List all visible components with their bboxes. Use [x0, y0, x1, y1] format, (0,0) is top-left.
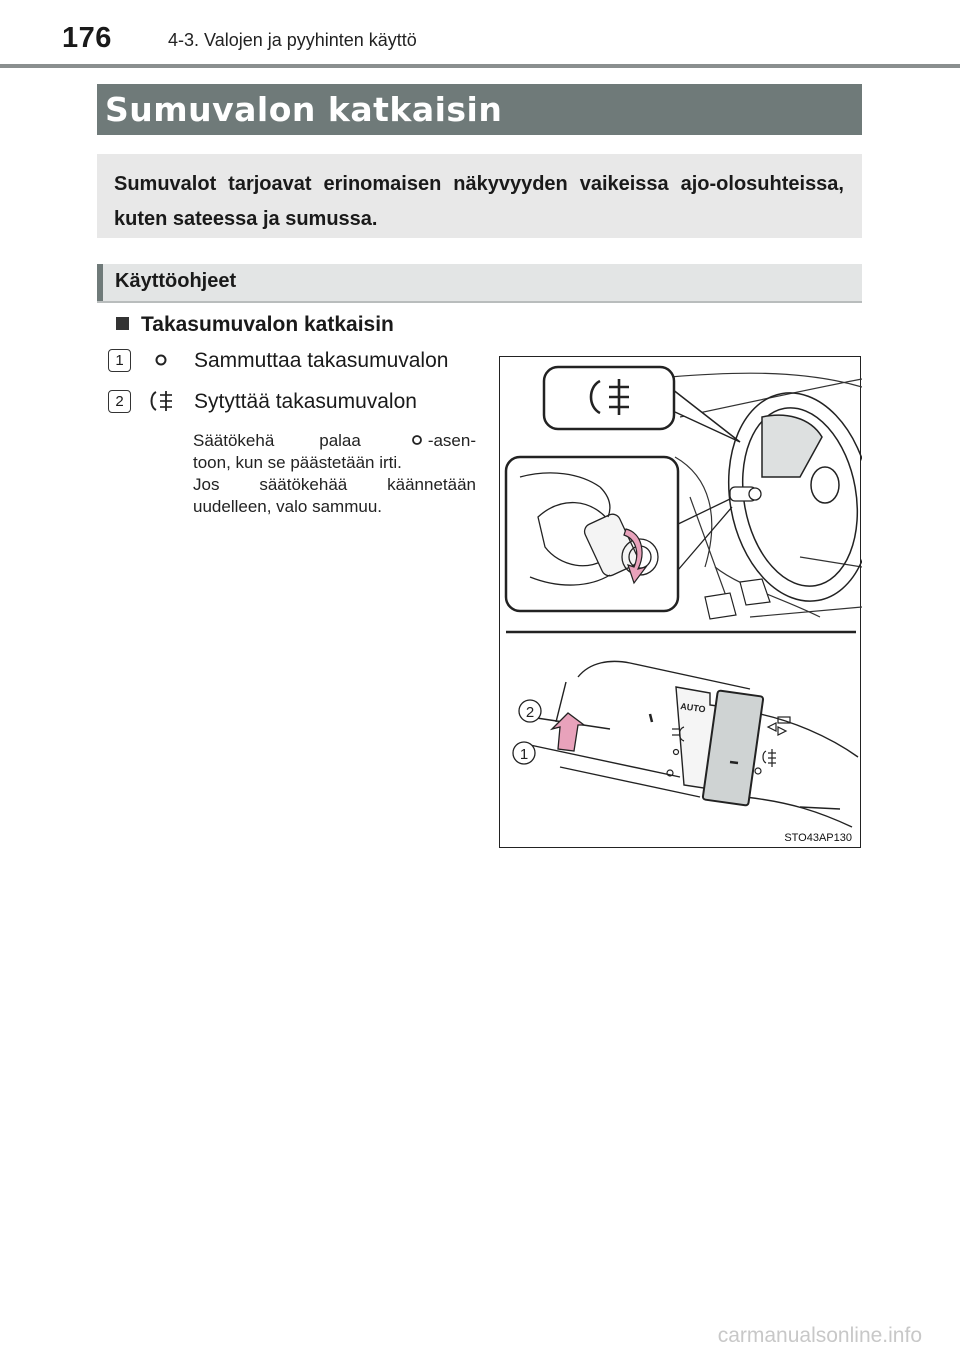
page-title-bar: [97, 84, 862, 135]
section-title: Käyttöohjeet: [115, 270, 237, 292]
callout-2: 2: [525, 704, 535, 721]
illustration-drawing: [500, 357, 862, 849]
rear-fog-light-icon: [146, 387, 178, 415]
intro-box: [97, 154, 862, 238]
list-item: [108, 349, 488, 377]
subheading-text: Takasumuvalon katkaisin: [141, 313, 394, 336]
intro-text: Sumuvalot tarjoavat erinomaisen näkyvyyden vaikeissa ajo-olosuhteissa, kuten sateessa ja sumussa.: [114, 173, 844, 230]
note-text: [193, 430, 476, 518]
page-number: 176: [62, 22, 112, 54]
auto-label: AUTO: [679, 701, 707, 715]
fog-light-off-icon: [146, 346, 176, 374]
section-bar: [97, 264, 862, 303]
list-item: [108, 390, 488, 418]
watermark: carmanualsonline.info: [717, 1324, 922, 1347]
note-part: -asen-: [427, 431, 476, 450]
item-number: 1: [108, 349, 131, 372]
note-line-2: toon, kun se päästetään irti.: [193, 453, 402, 472]
item-number: 2: [108, 390, 131, 413]
page-title: Sumuvalon katkaisin: [105, 90, 503, 129]
switch-illustration: [499, 356, 861, 848]
callout-1: 1: [519, 746, 529, 763]
subheading: [116, 313, 394, 337]
note-line-4: uudelleen, valo sammuu.: [193, 497, 383, 516]
item-text: Sammuttaa takasumuvalon: [194, 349, 449, 372]
header-divider: [0, 64, 960, 68]
note-part: Säätökehä palaa: [193, 431, 361, 450]
note-line-3: Jos säätökehää käännetään: [193, 475, 476, 494]
bullet-square-icon: [116, 317, 129, 330]
section-accent: [97, 264, 103, 301]
fog-light-off-icon: [406, 433, 428, 447]
note-line-1: [193, 430, 476, 452]
page-header: [0, 0, 960, 70]
item-text: Sytyttää takasumuvalon: [194, 390, 417, 413]
chapter-title: 4-3. Valojen ja pyyhinten käyttö: [168, 30, 417, 50]
figure-id: STO43AP130: [784, 832, 852, 844]
